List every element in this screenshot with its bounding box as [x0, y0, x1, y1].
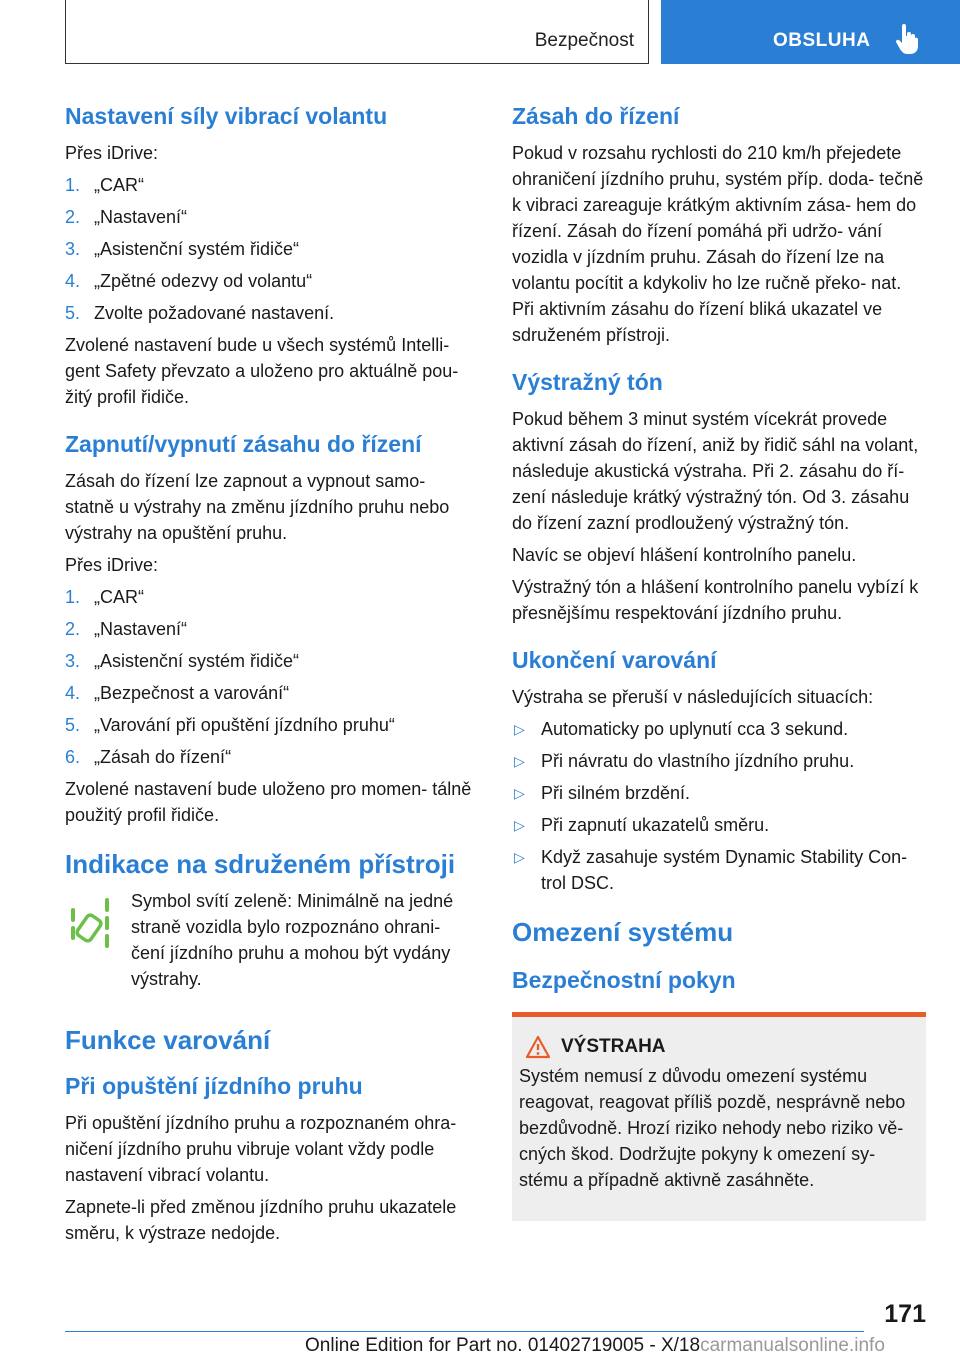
list-item: ▷ Automaticky po uplynutí cca 3 sekund.: [514, 719, 849, 739]
text-tone-2: Navíc se objeví hlášení kontrolního panelu.: [512, 545, 857, 565]
text-tone-1: Pokud během 3 minut systém vícekrát provede aktivní zásah do řízení, aniž by řidič sáhl na volant, následuje akustická výstraha. Při 2. zásahu do ří- zení následuje krátký výstražný tón. Od 3. zásahu do řízení zazní prodloužený výstražný tón.: [512, 409, 919, 533]
text-toggle: Zásah do řízení lze zapnout a vypnout samo- statně u výstrahy na změnu jízdního pruhu nebo výstrahy na opuštění pruhu.: [65, 471, 450, 543]
heading-vibration: Nastavení síly vibrací volantu: [65, 103, 388, 129]
heading-safety-note: Bezpečnostní pokyn: [512, 967, 736, 993]
text-idrive-1: Přes iDrive:: [65, 143, 159, 163]
list-item: 3. „Asistenční systém řidiče“: [65, 651, 300, 671]
header-section-box: [65, 0, 649, 64]
text-leaving-2: Zapnete-li před změnou jízdního pruhu ukazatele směru, k výstraze nedojde.: [65, 1197, 457, 1243]
list-item: 5. Zvolte požadované nastavení.: [65, 303, 335, 323]
warning-box: [512, 1012, 926, 1221]
footer-edition: Online Edition for Part no. 01402719005 - X/18: [305, 1335, 701, 1356]
header-section-title: Bezpečnost: [534, 30, 634, 51]
text-intervention: Pokud v rozsahu rychlosti do 210 km/h přejedete ohraničení jízdního pruhu, systém příp. doda- tečně k vibraci zareaguje krátkým aktivním zása- hem do řízení. Zásah do řízení pomáhá při udržo- vání vozidla v jízdním pruhu. Zásah do řízení lze na volantu pocítit a kdykoliv ho lze ručně překo- nat. Při aktivním zásahu do řízení bliká ukazatel ve sdruženém přístroji.: [512, 143, 924, 345]
warning-text: Systém nemusí z důvodu omezení systému reagovat, reagovat příliš pozdě, nesprávně nebo bezdůvodně. Hrozí riziko nehody nebo riziko vě- cných škod. Dodržujte pokyny k omezení sy- stému a případně aktivně zasáhněte.: [519, 1066, 906, 1190]
warning-title: VÝSTRAHA: [561, 1036, 666, 1057]
warning-title-row: [519, 1035, 918, 1059]
heading-tone: Výstražný tón: [512, 369, 663, 395]
footer-watermark: carmanualsonline.info: [700, 1335, 885, 1356]
heading-end-warning: Ukončení varování: [512, 647, 717, 673]
list-item: ▷ Při zapnutí ukazatelů směru.: [514, 815, 770, 835]
header-chapter-title: OBSLUHA: [773, 30, 871, 51]
list-item: 4. „Zpětné odezvy od volantu“: [65, 271, 313, 291]
text-idrive-2: Přes iDrive:: [65, 555, 159, 575]
heading-limits: Omezení systému: [512, 917, 734, 947]
indicator-row: [65, 888, 479, 992]
steps-list-1: [65, 172, 479, 326]
heading-intervention: Zásah do řízení: [512, 103, 680, 129]
lane-departure-icon: [69, 898, 111, 950]
list-item: 4. „Bezpečnost a varování“: [65, 683, 290, 703]
list-item: ▷ Při silném brzdění.: [514, 783, 691, 803]
list-item: 6. „Zásah do řízení“: [65, 747, 232, 767]
text-tone-3: Výstražný tón a hlášení kontrolního panelu vybízí k přesnějšímu respektování jízdního pruhu.: [512, 577, 919, 623]
warning-triangle-icon: [525, 1035, 551, 1059]
steps-list-2: [65, 584, 479, 770]
list-item: ▷ Při návratu do vlastního jízdního pruhu.: [514, 751, 855, 771]
left-column: [65, 100, 479, 1252]
hand-pointer-icon: [895, 24, 919, 54]
heading-toggle: Zapnutí/vypnutí zásahu do řízení: [65, 431, 422, 457]
page-number: 171: [884, 1300, 926, 1328]
right-column: [512, 100, 926, 1221]
text-symbol: Symbol svítí zeleně: Minimálně na jedné straně vozidla bylo rozpoznáno ohrani- čení jízdního pruhu a mohou být vydány výstrahy.: [131, 891, 454, 989]
list-item: 2. „Nastavení“: [65, 207, 188, 227]
list-item: 3. „Asistenční systém řidiče“: [65, 239, 300, 259]
footer-divider: [65, 1331, 864, 1332]
header-chapter-tab[interactable]: [661, 0, 960, 64]
list-item: 1. „CAR“: [65, 175, 144, 195]
heading-leaving-lane: Při opuštění jízdního pruhu: [65, 1073, 363, 1099]
text-saved-1: Zvolené nastavení bude u všech systémů Intelli- gent Safety převzato a uloženo pro aktuálně pou- žitý profil řidiče.: [65, 335, 459, 407]
list-item: 2. „Nastavení“: [65, 619, 188, 639]
heading-warning-functions: Funkce varování: [65, 1025, 271, 1055]
heading-indication: Indikace na sdruženém přístroji: [65, 849, 456, 879]
list-item: 1. „CAR“: [65, 587, 144, 607]
text-leaving-1: Při opuštění jízdního pruhu a rozpoznaném ohra- ničení jízdního pruhu vibruje volant vždy podle nastavení vibrací volantu.: [65, 1113, 457, 1185]
list-item: ▷ Když zasahuje systém Dynamic Stability Con- trol DSC.: [514, 847, 908, 893]
list-item: 5. „Varování při opuštění jízdního pruhu“: [65, 715, 395, 735]
footer-text: [305, 1335, 885, 1357]
end-conditions-list: [512, 716, 926, 896]
text-end: Výstraha se přeruší v následujících situacích:: [512, 687, 874, 707]
text-saved-2: Zvolené nastavení bude uloženo pro momen- tálně použitý profil řidiče.: [65, 779, 472, 825]
